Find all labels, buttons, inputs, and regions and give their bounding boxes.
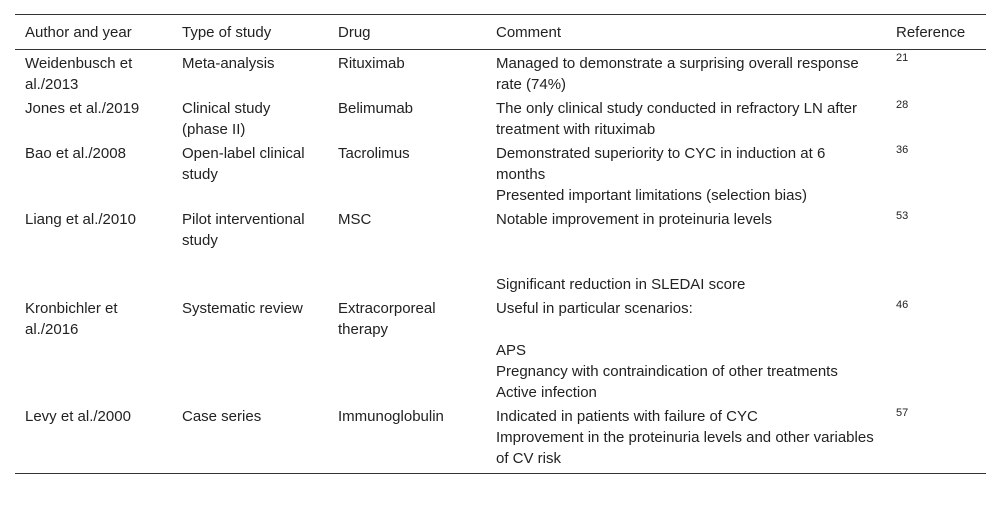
- drug-cell: Immunoglobulin: [328, 404, 486, 474]
- reference-cell: [886, 50, 986, 97]
- comment-cell: [486, 404, 886, 474]
- comment-line: Demonstrated superiority to CYC in induction at 6 months: [496, 145, 826, 183]
- author-cell: Levy et al./2000: [15, 404, 172, 474]
- spacer: [496, 230, 876, 274]
- author-cell: Weidenbusch et al./2013: [25, 55, 133, 93]
- table-row: [15, 296, 986, 404]
- reference-cell: [886, 141, 986, 207]
- author-cell: Kronbichler et al./2016: [25, 300, 118, 338]
- reference-number: 57: [896, 407, 909, 419]
- author-cell: Bao et al./2008: [25, 145, 126, 162]
- studies-table: [15, 14, 986, 474]
- table-row: [15, 141, 986, 207]
- reference-cell: [886, 404, 986, 474]
- drug-cell: MSC: [338, 211, 372, 228]
- header-reference: Reference: [886, 15, 986, 50]
- study-type-cell: Systematic review: [182, 300, 303, 317]
- header-type-of-study: Type of study: [172, 15, 328, 50]
- comment-cell: [486, 96, 886, 141]
- study-type-cell: Open-label clinical study: [182, 145, 305, 183]
- drug-cell: Rituximab: [338, 55, 405, 72]
- comment-line: Significant reduction in SLEDAI score: [496, 276, 746, 293]
- study-type-cell: Meta-analysis: [182, 55, 275, 72]
- drug-cell: Tacrolimus: [338, 145, 410, 162]
- study-type-cell: Case series: [172, 404, 328, 474]
- study-type-cell: Clinical study (phase II): [182, 100, 271, 138]
- reference-cell: [886, 96, 986, 141]
- reference-number: 53: [896, 210, 909, 222]
- reference-cell: [886, 296, 986, 404]
- comment-cell: [486, 50, 886, 97]
- comment-line: Useful in particular scenarios:: [496, 300, 693, 317]
- table-row: [15, 96, 986, 141]
- header-author-and-year: Author and year: [15, 15, 172, 50]
- table-row: [15, 404, 986, 474]
- spacer: [496, 319, 876, 340]
- study-type-cell: Pilot interventional study: [182, 211, 305, 249]
- reference-number: 28: [896, 99, 909, 111]
- comment-line: Managed to demonstrate a surprising overall response rate (74%): [496, 55, 859, 93]
- comment-cell: [486, 207, 886, 296]
- comment-line: Presented important limitations (selection bias): [496, 187, 807, 204]
- drug-cell: Belimumab: [338, 100, 414, 117]
- table-row: [15, 50, 986, 97]
- comment-line: Active infection: [496, 384, 597, 401]
- author-cell: Liang et al./2010: [25, 211, 136, 228]
- comment-line: APS: [496, 342, 527, 359]
- reference-number: 21: [896, 52, 909, 64]
- comment-cell: [486, 141, 886, 207]
- table-row: [15, 207, 986, 296]
- table-header-row: [15, 15, 986, 50]
- comment-line: Indicated in patients with failure of CYC: [496, 408, 758, 425]
- comment-cell: [486, 296, 886, 404]
- comment-line: Notable improvement in proteinuria levels: [496, 211, 772, 228]
- header-drug: Drug: [328, 15, 486, 50]
- reference-cell: [886, 207, 986, 296]
- drug-cell: Extracorporeal therapy: [338, 300, 436, 338]
- reference-number: 36: [896, 144, 909, 156]
- comment-line: Pregnancy with contraindication of other treatments: [496, 363, 838, 380]
- comment-line: The only clinical study conducted in refractory LN after treatment with rituximab: [496, 100, 858, 138]
- reference-number: 46: [896, 299, 909, 311]
- header-comment: Comment: [486, 15, 886, 50]
- comment-line: Improvement in the proteinuria levels and other variables of CV risk: [496, 429, 874, 467]
- author-cell: Jones et al./2019: [25, 100, 140, 117]
